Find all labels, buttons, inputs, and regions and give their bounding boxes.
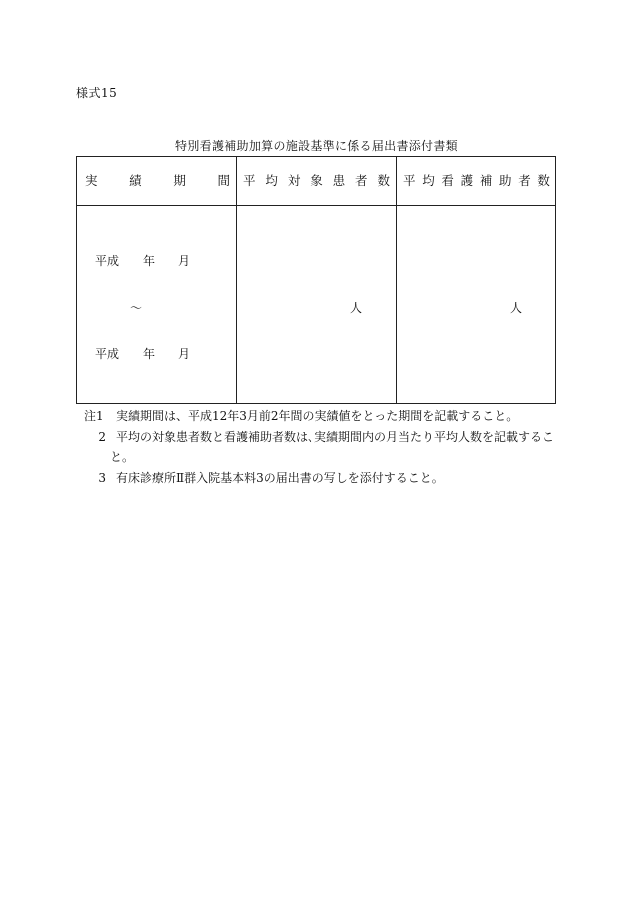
to-era-label: 平成	[95, 347, 120, 361]
header-average-assistants	[397, 157, 556, 205]
header-char: 平	[243, 173, 256, 188]
header-char: 補	[479, 173, 493, 188]
note-text: と。	[110, 450, 135, 464]
note-3	[84, 468, 554, 489]
report-table	[76, 156, 556, 404]
header-char: 象	[310, 173, 323, 188]
patients-unit: 人	[350, 301, 363, 315]
header-char: 績	[129, 173, 142, 188]
from-month-unit: 月	[178, 254, 191, 268]
header-char: 護	[460, 173, 474, 188]
note-text: 有床診療所Ⅱ群入院基本料3の届出書の写しを添付すること。	[116, 470, 444, 485]
header-average-patients	[237, 157, 396, 205]
header-char: 患	[332, 173, 346, 188]
header-char: 者	[518, 173, 531, 188]
header-char: 間	[217, 173, 230, 188]
header-divider	[77, 205, 555, 206]
header-char: 看	[441, 173, 454, 188]
note-text: 実績期間は、平成12年3月前2年間の実績値をとった期間を記載すること。	[116, 409, 519, 423]
header-char: 数	[537, 173, 550, 188]
from-era-label: 平成	[95, 254, 120, 268]
form-number: 様式15	[76, 86, 118, 100]
header-char: 対	[287, 173, 301, 188]
from-year-unit: 年	[143, 254, 156, 268]
header-char: 者	[355, 173, 368, 188]
document-title: 特別看護補助加算の施設基準に係る届出書添付書類	[175, 139, 458, 153]
notes-section	[84, 406, 554, 488]
header-char: 数	[377, 173, 390, 188]
to-year-unit: 年	[143, 347, 156, 361]
period-range-tilde: ～	[130, 301, 143, 315]
header-char: 均	[422, 173, 435, 188]
assistants-unit: 人	[510, 301, 523, 315]
note-label: 注1	[84, 409, 104, 423]
header-char: 均	[265, 173, 278, 188]
note-2	[84, 427, 554, 448]
header-period	[77, 157, 236, 205]
header-char: 助	[499, 173, 512, 188]
note-1	[84, 406, 554, 427]
note-text: 平均の対象患者数と看護補助者数は､実績期間内の月当たり平均人数を記載するこ	[116, 429, 555, 444]
header-char: 平	[403, 173, 416, 188]
to-month-unit: 月	[178, 347, 191, 361]
note-label: 2	[98, 429, 106, 444]
header-char: 期	[173, 173, 186, 188]
note-2-continued	[84, 447, 554, 468]
header-char: 実	[85, 173, 98, 188]
note-label: 3	[98, 470, 106, 485]
